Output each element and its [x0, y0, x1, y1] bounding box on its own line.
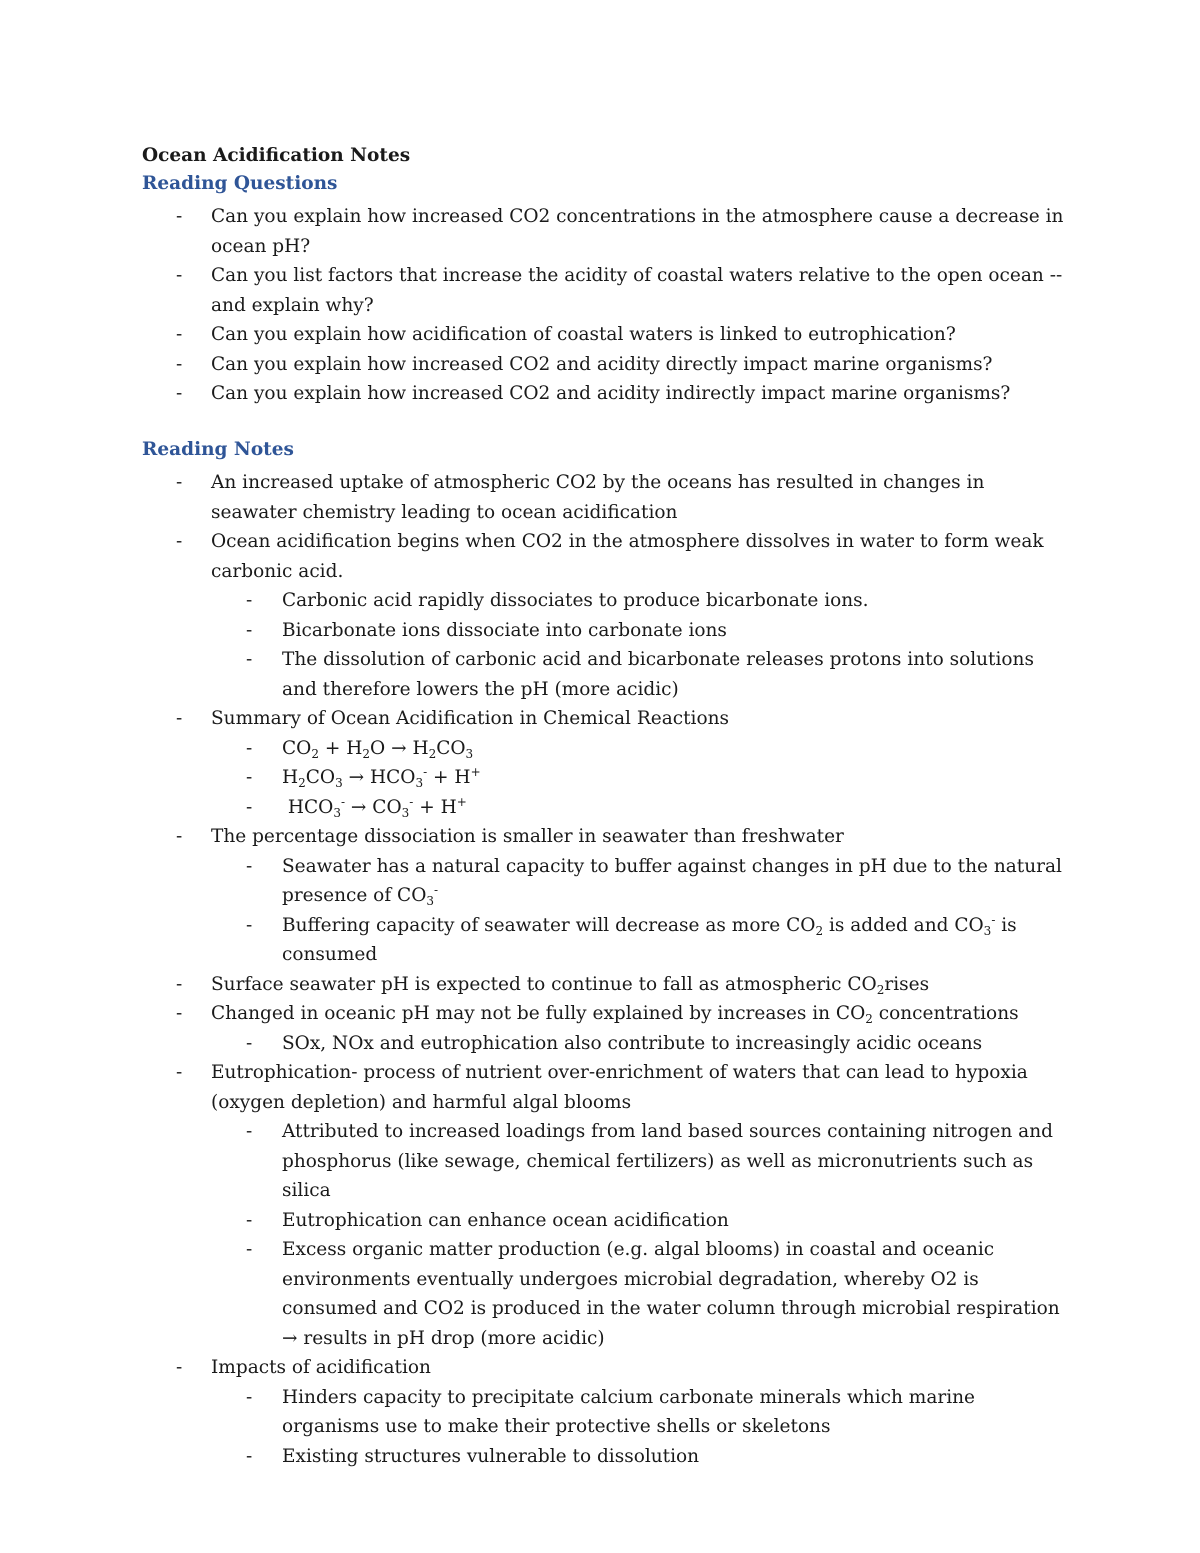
list-item-text: Can you explain how acidification of coastal waters is linked to eutrophication?	[211, 324, 956, 345]
bullet: -	[246, 914, 253, 936]
list-item	[0, 852, 1072, 911]
list-item	[0, 999, 1071, 1029]
bullet: -	[176, 826, 183, 847]
bullet: -	[176, 206, 183, 227]
reading-notes-list	[0, 468, 1072, 1471]
list-item-text: Excess organic matter production (e.g. algal blooms) in coastal and oceanic environments eventually undergoes microbial degradation, whereby O2 is consumed and CO2 is produced in the water column through microbial respiration → results in pH drop (more acidic)	[282, 1239, 1060, 1349]
list-item	[0, 1058, 1071, 1117]
list-item	[0, 1029, 1072, 1059]
list-item-text: Buffering capacity of seawater will decrease as more $CO_2$ is added and $CO_3^-$ is consumed	[282, 912, 1017, 965]
list-item-text: The dissolution of carbonic acid and bicarbonate releases protons into solutions and therefore lowers the pH (more acidic)	[282, 649, 1034, 700]
bullet: -	[176, 973, 183, 995]
list-item-text: The percentage dissociation is smaller in seawater than freshwater	[211, 826, 844, 847]
list-item	[0, 320, 1071, 350]
list-item	[0, 911, 1072, 970]
bullet: -	[176, 383, 183, 404]
list-item	[0, 1117, 1072, 1206]
bullet: -	[176, 1003, 183, 1024]
equation-text: $H_2CO_3 \to HCO_3^- + H^+$	[282, 765, 481, 790]
bullet: -	[176, 472, 183, 493]
reading-questions-list	[0, 202, 1071, 409]
list-item-text: Summary of Ocean Acidification in Chemical Reactions	[211, 708, 729, 729]
bullet: -	[176, 324, 183, 345]
list-item-text: Seawater has a natural capacity to buffer against changes in pH due to the natural presence of $CO_3^-$	[282, 855, 1062, 908]
bullet: -	[176, 353, 183, 375]
list-item-text: Hinders capacity to precipitate calcium carbonate minerals which marine organisms use to make their protective shells or skeletons	[282, 1386, 975, 1437]
list-item-text: Ocean acidification begins when CO2 in the atmosphere dissolves in water to form weak carbonic acid.	[211, 531, 1044, 582]
list-item-text: Can you explain how increased CO2 and acidity indirectly impact marine organisms?	[211, 383, 1011, 404]
bullet: -	[246, 590, 253, 611]
list-item	[0, 261, 1071, 320]
list-item-text: Bicarbonate ions dissociate into carbonate ions	[282, 619, 727, 641]
list-item-text: Can you list factors that increase the acidity of coastal waters relative to the open ocean -- and explain why?	[211, 265, 1063, 316]
bullet: -	[176, 531, 183, 552]
list-item-text: Existing structures vulnerable to dissolution	[282, 1445, 700, 1467]
list-item-text: Can you explain how increased CO2 and acidity directly impact marine organisms?	[211, 353, 993, 375]
bullet: -	[246, 1121, 253, 1142]
list-item-text: Eutrophication can enhance ocean acidification	[282, 1209, 729, 1231]
list-item	[0, 468, 1071, 527]
bullet: -	[246, 1209, 253, 1231]
chemical-equation	[0, 734, 1072, 764]
bullet: -	[246, 1032, 253, 1054]
list-item-text: Can you explain how increased CO2 concentrations in the atmosphere cause a decrease in ocean pH?	[211, 206, 1064, 257]
chemical-equation	[0, 793, 1072, 823]
list-item-text: Eutrophication- process of nutrient over-enrichment of waters that can lead to hypoxia (oxygen depletion) and harmful algal blooms	[211, 1062, 1028, 1113]
list-item	[0, 1206, 1072, 1236]
bullet: -	[246, 1386, 253, 1408]
list-item-text: SOx, NOx and eutrophication also contribute to increasingly acidic oceans	[282, 1032, 983, 1054]
bullet: -	[176, 265, 183, 286]
bullet: -	[246, 855, 253, 877]
list-item	[0, 822, 1071, 852]
list-item	[0, 1235, 1072, 1353]
list-item	[0, 527, 1071, 586]
equation-text: $HCO_3^- \to CO_3^- + H^+$	[282, 794, 467, 820]
list-item	[0, 616, 1072, 646]
list-item-text: Changed in oceanic pH may not be fully explained by increases in $CO_2$ concentrations	[211, 1003, 1019, 1026]
list-item-text: Surface seawater pH is expected to continue to fall as atmospheric $CO_2rises$	[211, 973, 930, 997]
reading-notes-heading: Reading Notes	[142, 439, 294, 460]
chemical-equation	[0, 763, 1072, 793]
list-item	[0, 704, 1071, 734]
bullet: -	[246, 737, 253, 759]
list-item	[0, 586, 1072, 616]
list-item-text: An increased uptake of atmospheric CO2 by the oceans has resulted in changes in seawater chemistry leading to ocean acidification	[211, 472, 985, 523]
list-item	[0, 1442, 1072, 1472]
bullet: -	[176, 708, 183, 729]
bullet: -	[246, 767, 253, 788]
equation-text: $CO_2 + H_2O \to H_2CO_3$	[282, 737, 474, 761]
bullet: -	[176, 1062, 183, 1083]
list-item-text: Impacts of acidification	[211, 1357, 431, 1378]
bullet: -	[246, 619, 253, 641]
list-item	[0, 202, 1071, 261]
list-item-text: Carbonic acid rapidly dissociates to produce bicarbonate ions.	[282, 590, 869, 611]
document-title: Ocean Acidification Notes	[142, 145, 411, 166]
list-item	[0, 645, 1072, 704]
bullet: -	[246, 1239, 253, 1260]
list-item	[0, 970, 1071, 1000]
list-item	[0, 350, 1071, 380]
bullet: -	[246, 796, 253, 818]
list-item	[0, 379, 1071, 409]
reading-questions-heading: Reading Questions	[142, 173, 338, 194]
bullet: -	[246, 649, 253, 670]
bullet: -	[176, 1357, 183, 1378]
list-item	[0, 1353, 1071, 1383]
bullet: -	[246, 1445, 253, 1467]
list-item-text: Attributed to increased loadings from land based sources containing nitrogen and phosphorus (like sewage, chemical fertilizers) as well as micronutrients such as silica	[282, 1121, 1053, 1201]
list-item	[0, 1383, 1072, 1442]
